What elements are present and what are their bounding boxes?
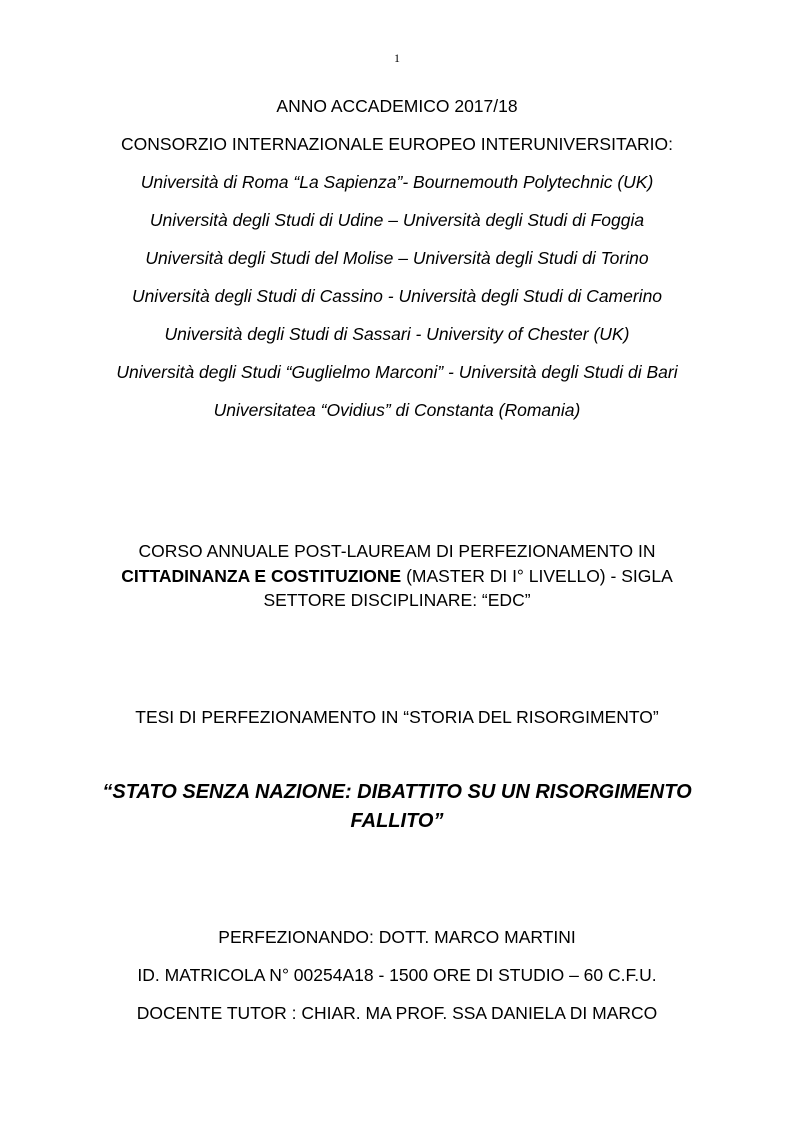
course-name: CITTADINANZA E COSTITUZIONE [121, 566, 402, 586]
course-line-3: SETTORE DISCIPLINARE: “EDC” [263, 590, 531, 610]
page-number: 1 [394, 51, 400, 65]
consortium-heading: CONSORZIO INTERNAZIONALE EUROPEO INTERUNIVERSITARIO: [121, 134, 673, 154]
course-level: (MASTER DI I° LIVELLO) - SIGLA [401, 566, 673, 586]
thesis-subject: TESI DI PERFEZIONAMENTO IN “STORIA DEL RISORGIMENTO” [135, 707, 659, 727]
course-line-2 [0, 565, 794, 587]
student-name: PERFEZIONANDO: DOTT. MARCO MARTINI [218, 927, 576, 947]
course-line-1: CORSO ANNUALE POST-LAUREAM DI PERFEZIONAMENTO IN [138, 541, 656, 561]
university-line: Università degli Studi del Molise – Università degli Studi di Torino [145, 248, 649, 268]
tutor-name: DOCENTE TUTOR : CHIAR. MA PROF. SSA DANIELA DI MARCO [136, 1003, 658, 1023]
university-line: Università degli Studi di Sassari - University of Chester (UK) [164, 324, 630, 344]
university-line: Università di Roma “La Sapienza”- Bournemouth Polytechnic (UK) [140, 172, 654, 192]
student-id: ID. MATRICOLA N° 00254A18 - 1500 ORE DI STUDIO – 60 C.F.U. [137, 965, 657, 985]
thesis-title-line-1: “STATO SENZA NAZIONE: DIBATTITO SU UN RISORGIMENTO [102, 781, 692, 803]
university-line: Universitatea “Ovidius” di Constanta (Romania) [213, 400, 581, 420]
university-line: Università degli Studi di Cassino - Università degli Studi di Camerino [131, 286, 663, 306]
university-line: Università degli Studi di Udine – Università degli Studi di Foggia [149, 210, 645, 230]
academic-year: ANNO ACCADEMICO 2017/18 [276, 96, 518, 116]
university-line: Università degli Studi “Guglielmo Marconi” - Università degli Studi di Bari [116, 362, 678, 382]
thesis-title-line-2: FALLITO” [350, 810, 444, 832]
